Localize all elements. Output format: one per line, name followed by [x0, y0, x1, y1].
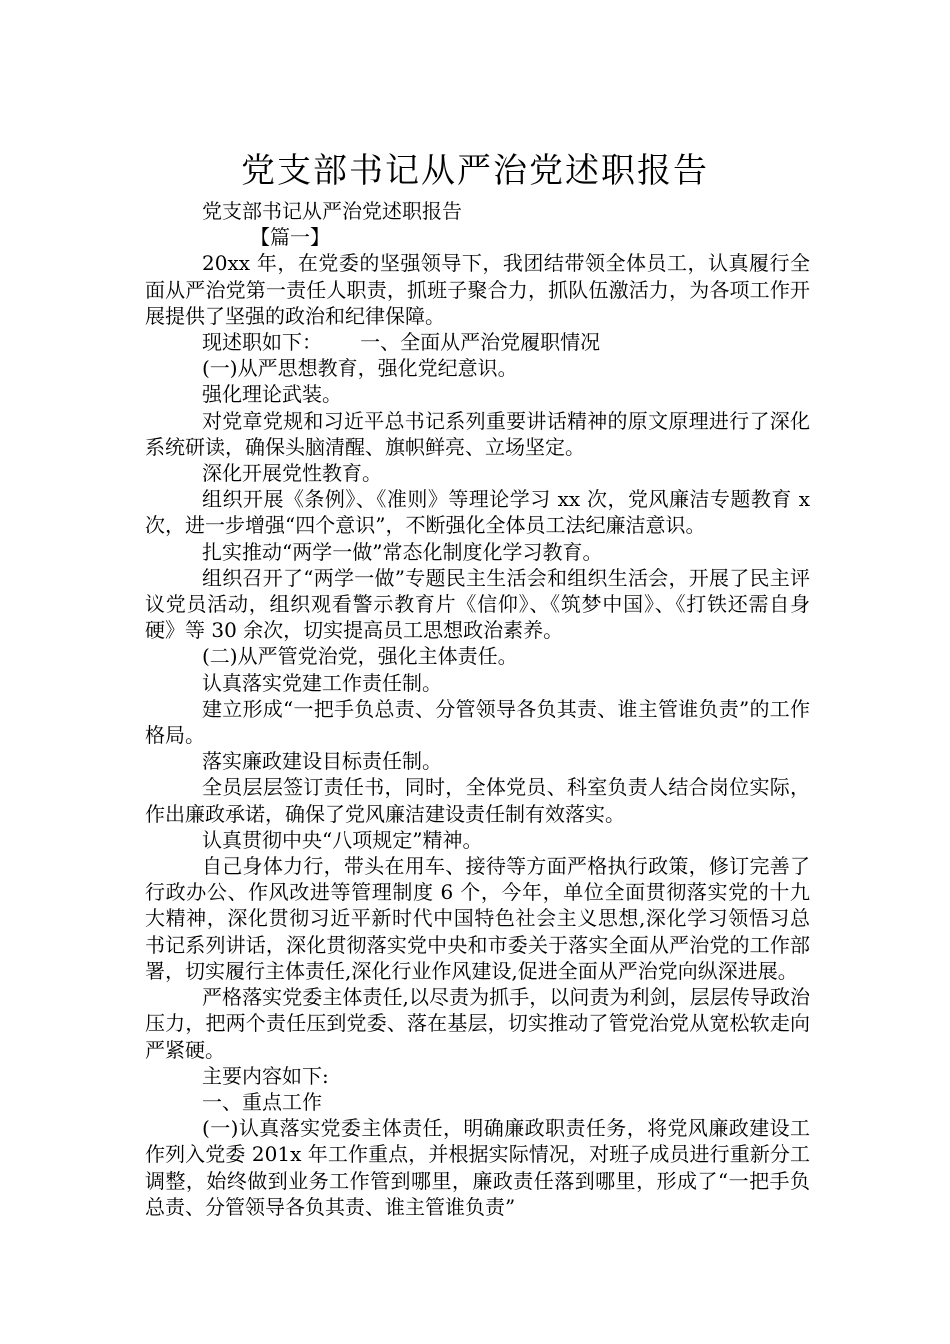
body-paragraph: 组织召开了“两学一做”专题民主生活会和组织生活会，开展了民主评议党员活动，组织观看警示教育片《信仰》、《筑梦中国》、《打铁还需自身硬》等 30 余次，切实提高员工思想政治素养。 — [145, 565, 810, 643]
body-paragraph: 组织开展《条例》、《准则》等理论学习 xx 次，党风廉洁专题教育 x 次，进一步增强“四个意识”，不断强化全体员工法纪廉洁意识。 — [145, 487, 817, 538]
body-paragraph: 党支部书记从严治党述职报告 — [202, 199, 462, 223]
body-paragraph: 20xx 年，在党委的坚强领导下，我团结带领全体员工，认真履行全面从严治党第一责任人职责，抓班子聚合力，抓队伍激活力，为各项工作开展提供了坚强的政治和纪律保障。 — [145, 251, 810, 328]
body-paragraph: 落实廉政建设目标责任制。 — [202, 749, 442, 774]
body-paragraph: 扎实推动“两学一做”常态化制度化学习教育。 — [202, 539, 603, 564]
body-paragraph: 认真落实党建工作责任制。 — [202, 670, 442, 695]
body-paragraph: 对党章党规和习近平总书记系列重要讲话精神的原文原理进行了深化系统研读，确保头脑清醒、旗帜鲜亮、立场坚定。 — [145, 408, 810, 459]
body-paragraph: (一)认真落实党委主体责任，明确廉政职责任务，将党风廉政建设工作列入党委 201x 年工作重点，并根据实际情况，对班子成员进行重新分工调整，始终做到业务工作管到哪里，廉政责任落到哪里，形成了“一把手负总责、分管领导各负其责、谁主管谁负责” — [145, 1116, 810, 1219]
document-title: 党支部书记从严治党述职报告 — [241, 150, 709, 191]
body-paragraph: 认真贯彻中央“八项规定”精神。 — [202, 827, 483, 852]
body-paragraph: 深化开展党性教育。 — [202, 461, 382, 486]
body-paragraph: 强化理论武装。 — [202, 382, 342, 407]
body-paragraph: 一、重点工作 — [202, 1089, 322, 1114]
body-paragraph: 建立形成“一把手负总责、分管领导各负其责、谁主管谁负责”的工作格局。 — [145, 696, 810, 748]
body-paragraph: 现述职如下： 一、全面从严治党履职情况 — [202, 330, 601, 355]
body-paragraph: 全员层层签订责任书，同时，全体党员、科室负责人结合岗位实际，作出廉政承诺，确保了党风廉洁建设责任制有效落实。 — [145, 775, 810, 826]
body-paragraph: 自己身体力行，带头在用车、接待等方面严格执行政策，修订完善了行政办公、作风改进等管理制度 6 个，今年，单位全面贯彻落实党的十九大精神，深化贯彻习近平新时代中国特色社会主义思想,深化学习领悟习总书记系列讲话，深化贯彻落实党中央和市委关于落实全面从严治党的工作部署，切实履行主体责任,深化行业作风建设,促进全面从严治党向纵深进展。 — [145, 854, 810, 983]
document-body — [145, 198, 817, 1220]
body-paragraph: 【篇一】 — [250, 225, 330, 250]
body-paragraph: (一)从严思想教育，强化党纪意识。 — [202, 356, 518, 381]
body-paragraph: 严格落实党委主体责任,以尽责为抓手，以问责为利剑，层层传导政治压力，把两个责任压到党委、落在基层，切实推动了管党治党从宽松软走向严紧硬。 — [145, 985, 810, 1062]
body-paragraph: 主要内容如下: — [202, 1063, 329, 1088]
body-paragraph: (二)从严管党治党，强化主体责任。 — [202, 644, 518, 669]
